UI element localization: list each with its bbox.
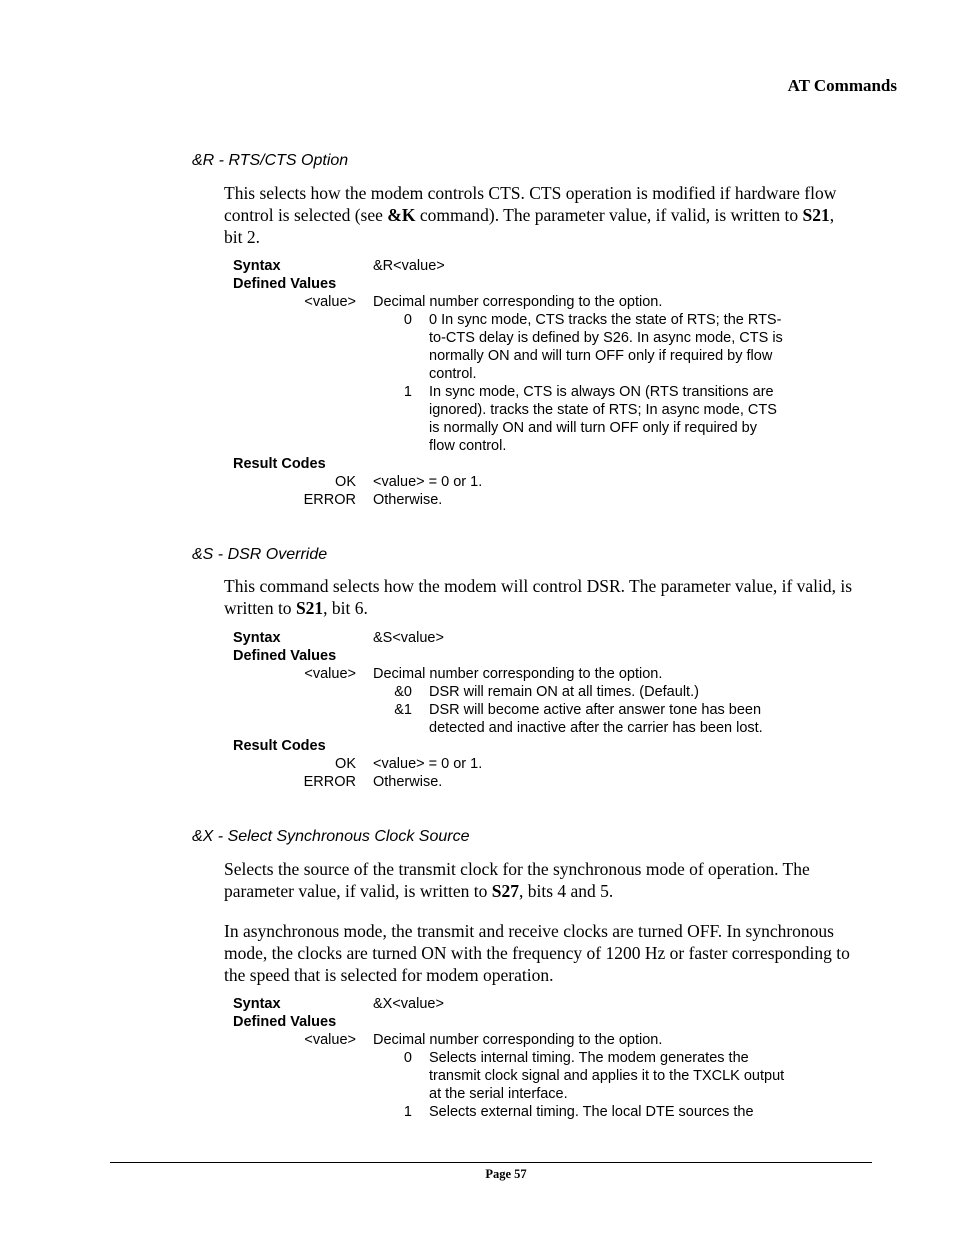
option-line: normally ON and will turn OFF only if required by flow [429, 348, 773, 364]
text-run: written to [224, 598, 296, 618]
register-ref: S27 [491, 881, 519, 901]
section-x-description-2 [224, 920, 904, 986]
option-line: Selects external timing. The local DTE sources the [429, 1104, 754, 1120]
option-key: 1 [403, 1104, 412, 1120]
section-x-description [224, 858, 904, 902]
option-key: &1 [394, 702, 412, 718]
option-line: DSR will become active after answer tone has been [429, 702, 762, 718]
section-s-description [224, 575, 904, 619]
option-line: ignored). tracks the state of RTS; In async mode, CTS [429, 402, 777, 418]
option-line: 0 In sync mode, CTS tracks the state of RTS; the RTS- [429, 312, 782, 328]
defined-values-label: Defined Values [233, 276, 337, 292]
paragraph-line: bit 2. [224, 227, 260, 247]
option-line: at the serial interface. [429, 1086, 568, 1102]
defined-values-label: Defined Values [233, 1014, 337, 1030]
result-description: Otherwise. [373, 492, 443, 508]
defined-values-label: Defined Values [233, 648, 337, 664]
section-s-table [0, 629, 954, 791]
syntax-label: Syntax [233, 258, 281, 274]
result-code: OK [335, 756, 356, 772]
section-title-r: &R - RTS/CTS Option [192, 152, 349, 169]
syntax-value: &X<value> [373, 996, 444, 1012]
text-run: command). The parameter value, if valid, is written to [415, 205, 803, 225]
result-code: ERROR [303, 492, 356, 508]
footer-divider [110, 1162, 872, 1163]
result-codes-label: Result Codes [233, 456, 326, 472]
section-x-table [0, 995, 954, 1121]
result-code: ERROR [303, 774, 356, 790]
command-ref: &K [387, 205, 416, 225]
result-description: Otherwise. [373, 774, 443, 790]
option-key: 1 [403, 384, 412, 400]
paragraph-line: This command selects how the modem will control DSR. The parameter value, if valid, is [224, 576, 853, 596]
register-ref: S21 [295, 598, 324, 618]
option-key: &0 [394, 684, 412, 700]
syntax-value: &S<value> [373, 630, 444, 646]
option-line: is normally ON and will turn OFF only if required by [429, 420, 757, 436]
result-description: <value> = 0 or 1. [373, 474, 483, 490]
syntax-label: Syntax [233, 630, 281, 646]
option-key: 0 [403, 1050, 412, 1066]
text-run: parameter value, if valid, is written to [224, 881, 492, 901]
option-line: In sync mode, CTS is always ON (RTS transitions are [429, 384, 774, 400]
value-description: Decimal number corresponding to the option. [373, 1032, 663, 1048]
result-description: <value> = 0 or 1. [373, 756, 483, 772]
value-key: <value> [304, 294, 356, 310]
result-code: OK [335, 474, 356, 490]
option-line: to-CTS delay is defined by S26. In async mode, CTS is [429, 330, 783, 346]
option-line: control. [429, 366, 477, 382]
syntax-label: Syntax [233, 996, 281, 1012]
value-key: <value> [304, 666, 356, 682]
value-description: Decimal number corresponding to the option. [373, 666, 663, 682]
value-description: Decimal number corresponding to the option. [373, 294, 663, 310]
text-run: control is selected (see [224, 205, 388, 225]
option-line: transmit clock signal and applies it to the TXCLK output [429, 1068, 785, 1084]
running-header: AT Commands [787, 76, 897, 95]
register-ref: S21 [802, 205, 830, 225]
option-line: Selects internal timing. The modem generates the [429, 1050, 749, 1066]
section-title-s: &S - DSR Override [192, 546, 328, 563]
paragraph-line: This selects how the modem controls CTS. CTS operation is modified if hardware flow [224, 183, 837, 203]
section-r-description [224, 182, 904, 248]
paragraph-line: In asynchronous mode, the transmit and receive clocks are turned OFF. In synchronous [224, 921, 834, 941]
result-codes-label: Result Codes [233, 738, 326, 754]
text-run: , bits 4 and 5. [519, 881, 614, 901]
page-number: Page 57 [485, 1167, 527, 1181]
section-title-x: &X - Select Synchronous Clock Source [192, 828, 470, 845]
text-run: , bit 6. [323, 598, 368, 618]
paragraph-line: mode, the clocks are turned ON with the frequency of 1200 Hz or faster corresponding to [224, 943, 850, 963]
option-line: DSR will remain ON at all times. (Default.) [429, 684, 699, 700]
syntax-value: &R<value> [373, 258, 445, 274]
paragraph-line [224, 880, 904, 902]
paragraph-line: Selects the source of the transmit clock for the synchronous mode of operation. The [224, 859, 810, 879]
paragraph-line: the speed that is selected for modem operation. [224, 965, 554, 985]
option-line: flow control. [429, 438, 507, 454]
option-key: 0 [403, 312, 412, 328]
paragraph-line [224, 204, 904, 226]
option-line: detected and inactive after the carrier has been lost. [429, 720, 763, 736]
text-run: , [829, 205, 835, 225]
section-r-table [0, 257, 954, 509]
paragraph-line [224, 597, 904, 619]
value-key: <value> [304, 1032, 356, 1048]
